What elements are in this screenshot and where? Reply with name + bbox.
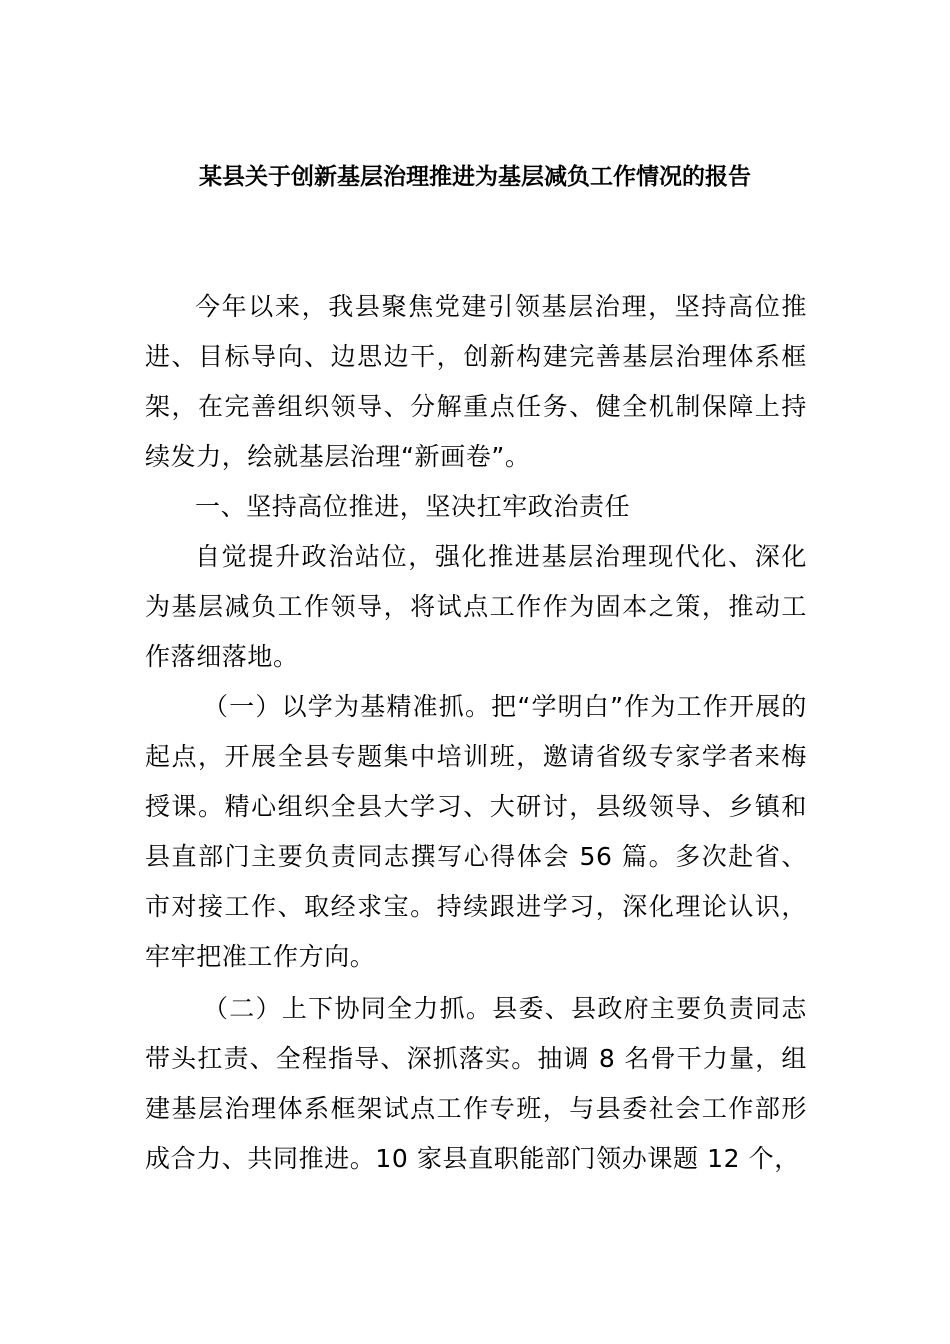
subsection-2-paragraph: （二）上下协同全力抓。县委、县政府主要负责同志带头扛责、全程指导、深抓落实。抽调 8 名骨干力量，组建基层治理体系框架试点工作专班，与县委社会工作部形成合力、共同推进。10 家县直职能部门领办课题 12 个，	[145, 994, 807, 1173]
subsection-1-paragraph: （一）以学为基精准抓。把“学明白”作为工作开展的起点，开展全县专题集中培训班，邀请省级专家学者来梅授课。精心组织全县大学习、大研讨，县级领导、乡镇和县直部门主要负责同志撰写心得体会 56 篇。多次赴省、市对接工作、取经求宝。持续跟进学习，深化理论认识，牢牢把准工作方向。	[145, 692, 807, 971]
section-1-paragraph: 自觉提升政治站位，强化推进基层治理现代化、深化为基层减负工作领导，将试点工作作为固本之策，推动工作落细落地。	[145, 542, 807, 671]
section-heading-1: 一、坚持高位推进，坚决扛牢政治责任	[195, 492, 631, 521]
intro-paragraph: 今年以来，我县聚焦党建引领基层治理，坚持高位推进、目标导向、边思边干，创新构建完善基层治理体系框架，在完善组织领导、分解重点任务、健全机制保障上持续发力，绘就基层治理“新画卷”。	[145, 292, 807, 471]
document-body	[145, 282, 807, 1184]
document-title: 某县关于创新基层治理推进为基层减负工作情况的报告	[199, 164, 751, 190]
